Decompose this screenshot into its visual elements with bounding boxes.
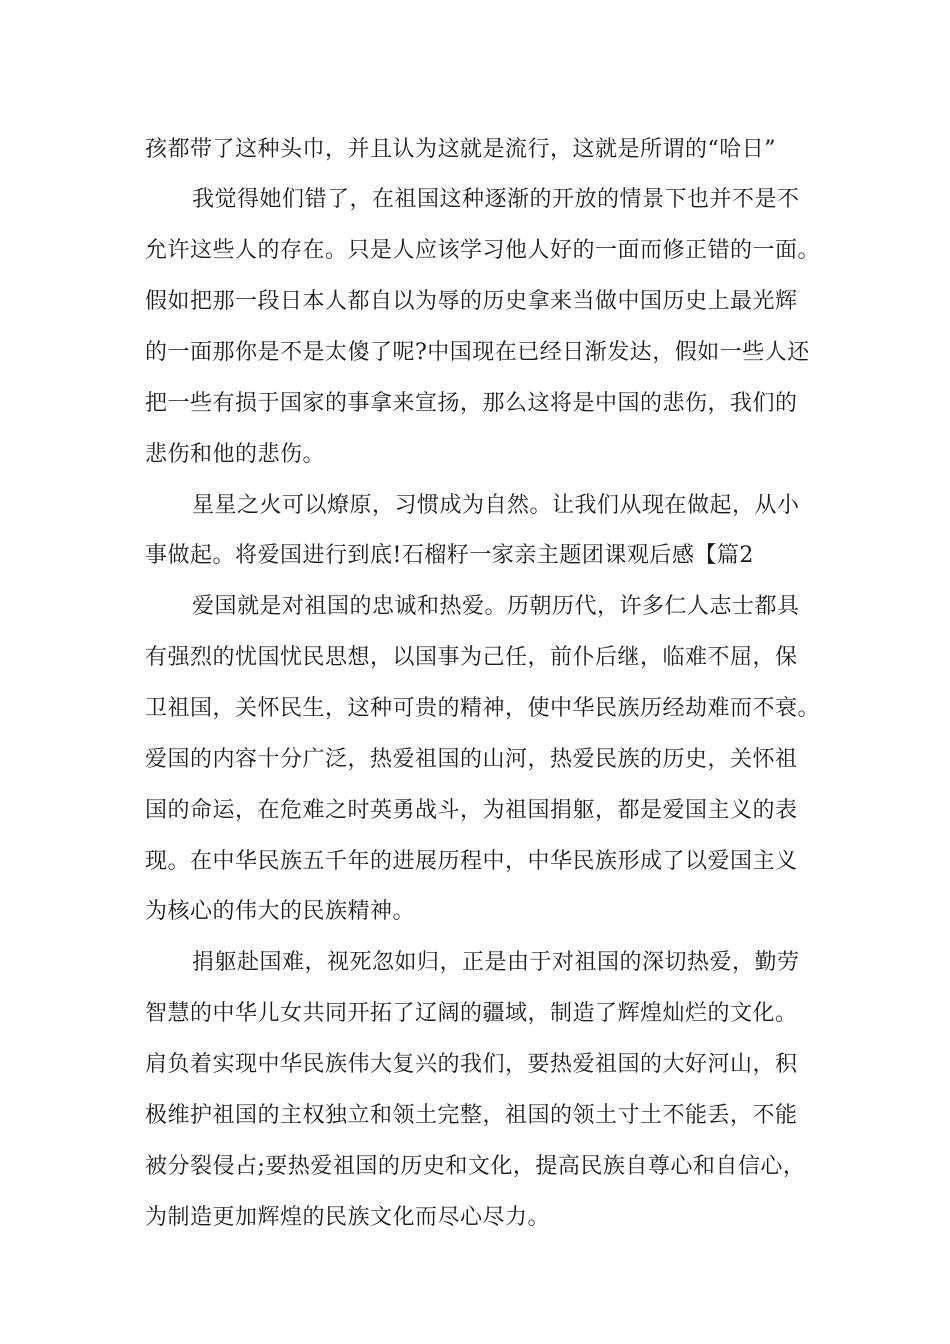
paragraph-start-line: 我觉得她们错了，在祖国这种逐渐的开放的情景下也并不是不 <box>192 187 800 212</box>
text-line: 国的命运，在危难之时英勇战斗，为祖国捐躯，都是爱国主义的表 <box>145 798 798 823</box>
text-line: 孩都带了这种头巾，并且认为这就是流行，这就是所谓的“哈日” <box>145 137 776 162</box>
paragraph-start-line: 捐躯赴国难，视死忽如归，正是由于对祖国的深切热爱，勤劳 <box>192 950 800 975</box>
text-line: 的一面那你是不是太傻了呢?中国现在已经日渐发达，假如一些人还 <box>145 340 810 365</box>
text-line: 智慧的中华儿女共同开拓了辽阔的疆域，制造了辉煌灿烂的文化。 <box>145 1001 798 1026</box>
text-line: 把一些有损于国家的事拿来宣扬，那么这将是中国的悲伤，我们的 <box>145 391 798 416</box>
text-line: 事做起。将爱国进行到底!石榴籽一家亲主题团课观后感【篇2 <box>145 543 754 568</box>
text-line: 悲伤和他的悲伤。 <box>145 442 326 467</box>
text-line: 爱国的内容十分广泛，热爱祖国的山河，热爱民族的历史，关怀祖 <box>145 747 798 772</box>
text-line: 为制造更加辉煌的民族文化而尽心尽力。 <box>145 1205 551 1230</box>
text-line: 有强烈的忧国忧民思想，以国事为己任，前仆后继，临难不屈，保 <box>145 645 798 670</box>
paragraph-start-line: 星星之火可以燎原，习惯成为自然。让我们从现在做起，从小 <box>192 493 800 518</box>
text-line: 极维护祖国的主权独立和领土完整，祖国的领土寸土不能丢，不能 <box>145 1103 798 1128</box>
text-line: 肩负着实现中华民族伟大复兴的我们，要热爱祖国的大好河山，积 <box>145 1052 798 1077</box>
text-line: 允许这些人的存在。只是人应该学习他人好的一面而修正错的一面。 <box>145 238 821 263</box>
text-line: 被分裂侵占;要热爱祖国的历史和文化，提高民族自尊心和自信心， <box>145 1154 806 1179</box>
text-line: 假如把那一段日本人都自以为辱的历史拿来当做中国历史上最光辉 <box>145 289 798 314</box>
paragraph-start-line: 爱国就是对祖国的忠诚和热爱。历朝历代，许多仁人志士都具 <box>192 594 800 619</box>
text-line: 卫祖国，关怀民生，这种可贵的精神，使中华民族历经劫难而不衰。 <box>145 696 821 721</box>
text-line: 为核心的伟大的民族精神。 <box>145 899 416 924</box>
text-line: 现。在中华民族五千年的进展历程中，中华民族形成了以爱国主义 <box>145 849 798 874</box>
